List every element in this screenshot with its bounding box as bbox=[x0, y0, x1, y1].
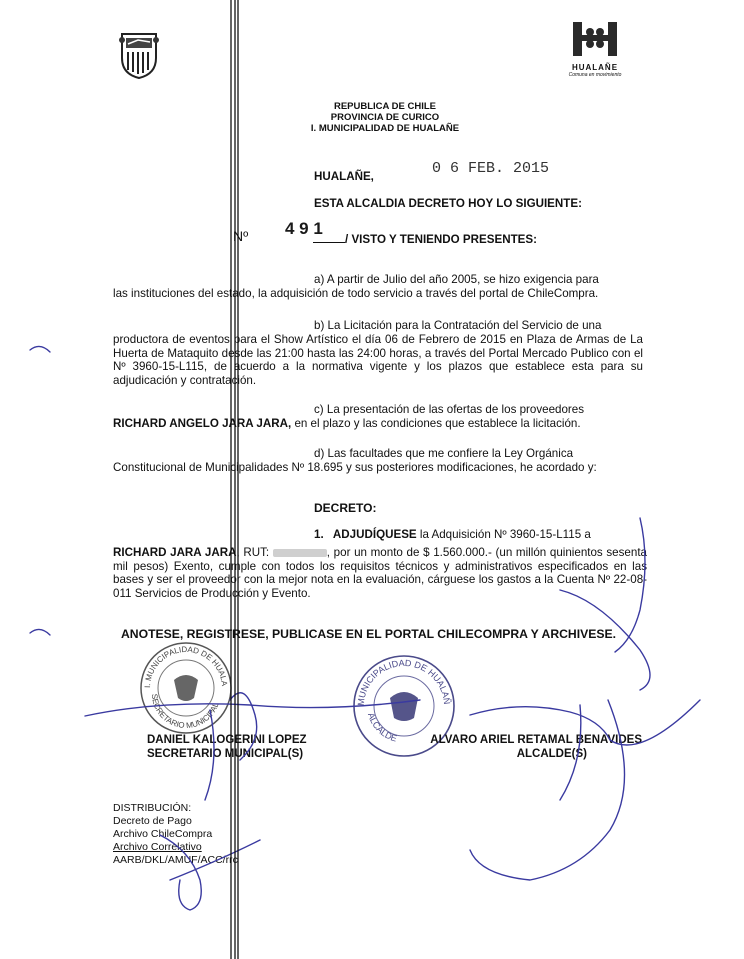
place-label: HUALAÑE, bbox=[314, 170, 374, 183]
header-line-2: PROVINCIA DE CURICO bbox=[330, 112, 440, 123]
decreto-keyword: ADJUDÍQUESE bbox=[332, 528, 417, 541]
decree-number-prefix: Nº bbox=[233, 228, 249, 244]
clause-b-rest: productora de eventos para el Show Artístico el día 06 de Febrero de 2015 en Plaza de Armas de La Huerta de Mataquito desde las 21:00 hasta las 24:00 horas, a través del Portal Mercado Publico con el Nº 3960-15-L115, de acuerdo a la normativa vigente y los plazos que establece esta para su adjudicación y contratación. bbox=[113, 333, 643, 387]
clause-c-name: RICHARD ANGELO JARA JARA, bbox=[113, 417, 292, 430]
clause-c-first: c) La presentación de las ofertas de los proveedores bbox=[314, 403, 585, 416]
mayor-name: ALVARO ARIEL RETAMAL BENAVIDES bbox=[430, 734, 642, 746]
stamp-right-bottom-text: ALCALDE bbox=[365, 711, 399, 744]
clause-d-rest: Constitucional de Municipalidades Nº 18.695 y sus posteriores modificaciones, he acordado y: bbox=[113, 461, 597, 474]
date-stamp: 0 6 FEB. 2015 bbox=[432, 160, 550, 177]
stamp-left-top-text: I. MUNICIPALIDAD DE HUALA bbox=[142, 644, 230, 689]
logo-name: HUALAÑE bbox=[571, 63, 619, 72]
clause-d-first: d) Las facultades que me confiere la Ley Orgánica bbox=[314, 447, 574, 460]
secretary-name: DANIEL KALOGERINI LOPEZ bbox=[147, 734, 307, 746]
visto-label: / VISTO Y TENIENDO PRESENTES: bbox=[345, 233, 537, 246]
header-line-1: REPUBLICA DE CHILE bbox=[333, 101, 437, 112]
decree-number: 4 9 1 bbox=[285, 219, 323, 238]
stamp-left-bottom-text: SECRETARIO MUNICIPAL bbox=[149, 693, 221, 731]
decreto-rut-label: , RUT: bbox=[236, 546, 273, 559]
decreto-title: DECRETO: bbox=[314, 501, 377, 515]
decreto-after-rut: , por un monto de $ 1.560.000.- (un millón quinientos sesenta mil pesos) Exento, cumple con todos los requisitos técnicos y administrativos especificados en las bases y ser el proveedor con la mejor nota en la evaluación, cárguese los gastos a la Cuenta Nº 22-08-011 Servicios de Producción y Evento. bbox=[113, 546, 647, 600]
decreto-name: RICHARD JARA JARA bbox=[113, 546, 237, 559]
mayor-title: ALCALDE(S) bbox=[516, 748, 587, 760]
closing-line: ANOTESE, REGISTRESE, PUBLICASE EN EL PORTAL CHILECOMPRA Y ARCHIVESE. bbox=[121, 627, 617, 641]
clause-a-first: a) A partir de Julio del año 2005, se hizo exigencia para bbox=[314, 273, 599, 286]
distribution-title: DISTRIBUCIÓN: bbox=[113, 802, 192, 814]
lead-line: ESTA ALCALDIA DECRETO HOY LO SIGUIENTE: bbox=[314, 197, 582, 210]
distribution-item: Archivo Correlativo bbox=[113, 841, 202, 853]
secretary-title: SECRETARIO MUNICIPAL(S) bbox=[147, 748, 304, 760]
decreto-num: 1. bbox=[314, 528, 324, 541]
clause-c-rest: en el plazo y las condiciones que establece la licitación. bbox=[291, 417, 581, 430]
stamp-right-top-text: MUNICIPALIDAD DE HUALAÑ bbox=[355, 657, 453, 707]
distribution-item: Archivo ChileCompra bbox=[113, 828, 213, 840]
logo-tagline: Comuna en movimiento bbox=[568, 72, 622, 78]
clause-a-rest: las instituciones del estado, la adquisición de todo servicio a través del portal de ChileCompra. bbox=[113, 287, 599, 300]
clause-b-first: b) La Licitación para la Contratación del Servicio de una bbox=[314, 319, 602, 332]
distribution-item: AARB/DKL/AMUF/ACC/rrc bbox=[113, 854, 238, 866]
distribution-item: Decreto de Pago bbox=[113, 815, 192, 827]
header-line-3: I. MUNICIPALIDAD DE HUALAÑE bbox=[310, 123, 460, 134]
decreto-first-tail: la Adquisición Nº 3960-15-L115 a bbox=[416, 528, 591, 541]
